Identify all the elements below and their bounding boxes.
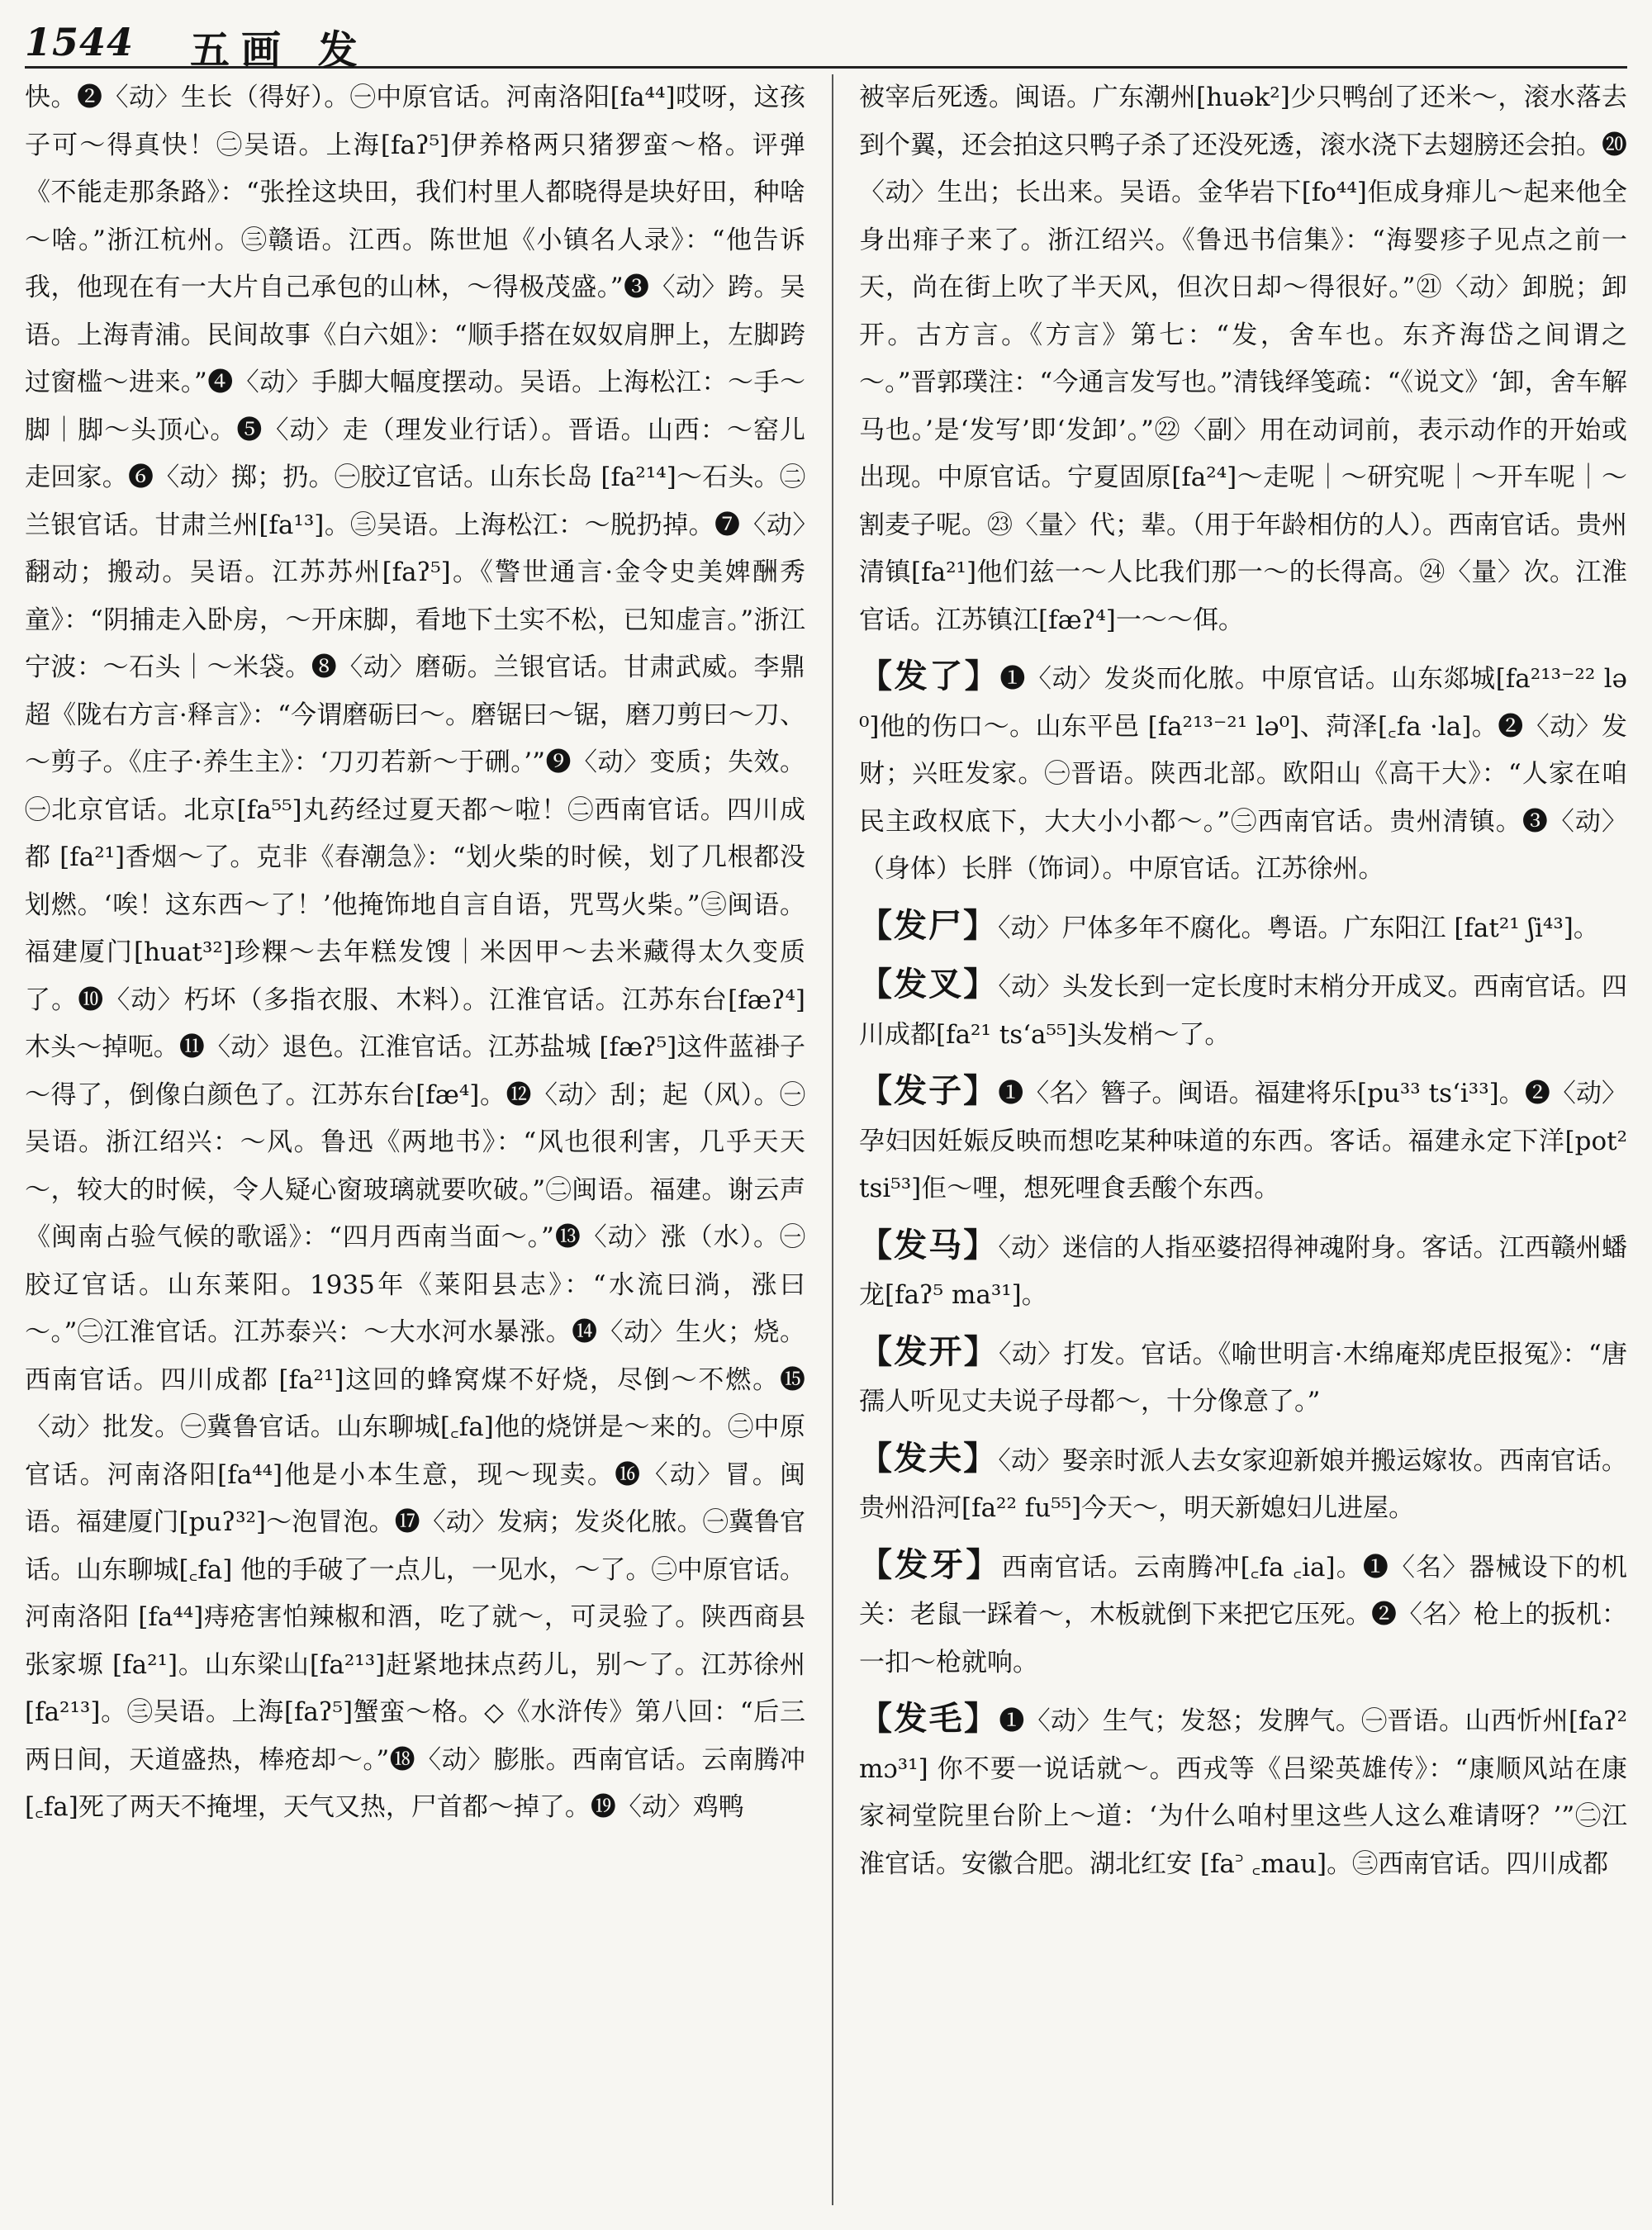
left-column-text: 快。❷〈动〉生长（得好）。㊀中原官话。河南洛阳[fa⁴⁴]哎呀，这孩子可～得真快！㊁吴语。上海[faʔ⁵]伊养格两只猪猡蛮～格。评弹《不能走那条路》：“张拴这块田，我们村里人都晓得是块好田，种啥～啥。”浙江杭州。㊂赣语。江西。陈世旭《小镇名人录》：“他告诉我，他现在有一大片自己承包的山林，～得极茂盛。”❸〈动〉跨。吴语。上海青浦。民间故事《白六姐》：“顺手搭在奴奴肩胛上，左脚跨过窗槛～进来。”❹〈动〉手脚大幅度摆动。吴语。上海松江：～手～脚｜脚～头顶心。❺〈动〉走（理发业行话）。晋语。山西：～窑儿走回家。❻〈动〉掷；扔。㊀胶辽官话。山东长岛 [fa²¹⁴]～石头。㊁兰银官话。甘肃兰州[fa¹³]。㊂吴语。上海松江：～脱扔掉。❼〈动〉翻动；搬动。吴语。江苏苏州[faʔ⁵]。《警世通言·金令史美婢酬秀童》：“阴捕走入卧房，～开床脚，看地下土实不松，已知虚言。”浙江宁波：～石头｜～米袋。❽〈动〉磨砺。兰银官话。甘肃武威。李鼎超《陇右方言·释言》：“今谓磨砺曰～。磨锯曰～锯，磨刀剪曰～刀、～剪子。《庄子·养生主》：‘刀刃若新～于硎。’”❾〈动〉变质；失效。㊀北京官话。北京[fa⁵⁵]丸药经过夏天都～啦！㊁西南官话。四川成都 [fa²¹]香烟～了。克非《春潮急》：“划火柴的时候，划了几根都没划燃。‘唉！这东西～了！’他掩饰地自言自语，咒骂火柴。”㊂闽语。福建厦门[huat³²]珍粿～去年糕发馊｜米因甲～去米藏得太久变质了。❿〈动〉朽坏（多指衣服、木料）。江淮官话。江苏东台[fæʔ⁴]木头～掉呃。⓫〈动〉退色。江淮官话。江苏盐城 [fæʔ⁵]这件蓝褂子～得了，倒像白颜色了。江苏东台[fæ⁴]。⓬〈动〉刮；起（风）。㊀吴语。浙江绍兴：～风。鲁迅《两地书》：“风也很利害，几乎天天～，较大的时候，令人疑心窗玻璃就要吹破。”㊁闽语。福建。谢云声《闽南占验气候的歌谣》：“四月西南当面～。”⓭〈动〉涨（水）。㊀胶辽官话。山东莱阳。1935年《莱阳县志》：“水流曰淌，涨曰～。”㊁江淮官话。江苏泰兴：～大水河水暴涨。⓮〈动〉生火；烧。西南官话。四川成都 [fa²¹]这回的蜂窝煤不好烧，尽倒～不燃。⓯〈动〉批发。㊀冀鲁官话。山东聊城[꜀fa]他的烧饼是～来的。㊁中原官话。河南洛阳[fa⁴⁴]他是小本生意，现～现卖。⓰〈动〉冒。闽语。福建厦门[puʔ³²]～泡冒泡。⓱〈动〉发病；发炎化脓。㊀冀鲁官话。山东聊城[꜀fa] 他的手破了一点儿，一见水，～了。㊁中原官话。河南洛阳 [fa⁴⁴]痔疮害怕辣椒和酒，吃了就～，可灵验了。陕西商县张家塬 [fa²¹]。山东梁山[fa²¹³]赶紧地抹点药儿，别～了。江苏徐州[fa²¹³]。㊂吴语。上海[faʔ⁵]蟹蛮～格。◇《水浒传》第八回：“后三两日间，天道盛热，棒疮却～。”⓲〈动〉膨胀。西南官话。云南腾冲 [꜀fa]死了两天不掩埋，天气又热，尸首都～掉了。⓳〈动〉鸡鸭 bbox=[25, 83, 805, 1822]
entry-body: ❶〈动〉生气；发怒；发脾气。㊀晋语。山西忻州[faʔ² mɔ³¹] 你不要一说话就～。西戎等《吕梁英雄传》：“康顺风站在康家祠堂院里台阶上～道：‘为什么咱村里这些人这么难请呀？’”㊁江淮官话。安徽合肥。湖北红安 [fa꜄ ꜀mau]。㊂西南官话。四川成都 bbox=[859, 1706, 1627, 1879]
entry-fale bbox=[859, 652, 1627, 894]
entry-body: ❶〈动〉发炎而化脓。中原官话。山东郯城[fa²¹³⁻²² lə⁰]他的伤口～。山东平邑 [fa²¹³⁻²¹ lə⁰]、菏泽[꜀fa ·la]。❷〈动〉发财；兴旺发家。㊀晋语。陕西北部。欧阳山《高干大》：“人家在咱民主政权底下，大大小小都～。”㊁西南官话。贵州清镇。❸〈动〉（身体）长胖（饰词）。中原官话。江苏徐州。 bbox=[859, 664, 1627, 884]
entry-body: 〈动〉头发长到一定长度时末梢分开成叉。西南官话。四川成都[fa²¹ tsʻa⁵⁵]头发梢～了。 bbox=[859, 972, 1627, 1050]
continued-entry-text: 被宰后死透。闽语。广东潮州[huək²]少只鸭刣了还米～，滚水落去到个翼，还会拍这只鸭子杀了还没死透，滚水浇下去翅膀还会拍。⓴〈动〉生出；长出来。吴语。金华岩下[fo⁴⁴]佢成身痱儿～起来他全身出痱子来了。浙江绍兴。《鲁迅书信集》：“海婴疹子见点之前一天，尚在街上吹了半天风，但次日却～得很好。”㉑〈动〉卸脱；卸开。古方言。《方言》第七：“发，舍车也。东齐海岱之间谓之～。”晋郭璞注：“今通言发写也。”清钱绎笺疏：“《说文》‘卸，舍车解马也。’是‘发写’即‘发卸’。”㉒〈副〉用在动词前，表示动作的开始或出现。中原官话。宁夏固原[fa²⁴]～走呢｜～研究呢｜～开车呢｜～割麦子呢。㉓〈量〉代；辈。（用于年龄相仿的人）。西南官话。贵州清镇[fa²¹]他们兹一～人比我们那一～的长得高。㉔〈量〉次。江淮官话。江苏镇江[fæʔ⁴]一～～佴。 bbox=[859, 83, 1627, 635]
entry-body: 〈动〉打发。官话。《喻世明言·木绵庵郑虎臣报冤》：“唐孺人听见丈夫说子母都～，十分像意了。” bbox=[859, 1339, 1627, 1416]
entry-fafu bbox=[859, 1435, 1627, 1533]
entry-headword: 【发牙】 bbox=[859, 1544, 1002, 1584]
entry-body: 西南官话。云南腾冲[꜀fa ꜀ia]。❶〈名〉器械设下的机关：老鼠一踩着～，木板就倒下来把它压死。❷〈名〉枪上的扳机：一扣～枪就响。 bbox=[859, 1552, 1627, 1677]
entry-body: 〈动〉迷信的人指巫婆招得神魂附身。客话。江西赣州蟠龙[faʔ⁵ ma³¹]。 bbox=[859, 1232, 1627, 1310]
entry-headword: 【发了】 bbox=[859, 657, 1000, 695]
entry-headword: 【发夫】 bbox=[859, 1438, 999, 1478]
page-number: 1544 bbox=[25, 20, 135, 64]
page-header bbox=[25, 15, 1627, 74]
column-divider bbox=[832, 74, 833, 2205]
right-column bbox=[859, 74, 1627, 2205]
entry-fama bbox=[859, 1222, 1627, 1320]
entry-faya bbox=[859, 1541, 1627, 1687]
entry-fashi bbox=[859, 902, 1627, 953]
entry-body: 〈动〉娶亲时派人去女家迎新娘并搬运嫁妆。西南官话。贵州沿河[fa²² fu⁵⁵]今天～，明天新媳妇儿进屋。 bbox=[859, 1445, 1627, 1523]
entry-body: ❶〈名〉簪子。闽语。福建将乐[pu³³ tsʻi³³]。❷〈动〉孕妇因妊娠反映而想吃某种味道的东西。客话。福建永定下洋[pot² tsi⁵³]佢～哩，想死哩食丢酸个东西。 bbox=[859, 1079, 1627, 1203]
entry-fakai bbox=[859, 1328, 1627, 1426]
running-title: 五画 发 bbox=[190, 27, 369, 74]
entry-famao bbox=[859, 1695, 1627, 1888]
entry-headword: 【发尸】 bbox=[859, 905, 998, 945]
left-column bbox=[25, 74, 805, 2205]
entry-headword: 【发马】 bbox=[859, 1225, 999, 1264]
entry-facha bbox=[859, 961, 1627, 1059]
entry-headword: 【发毛】 bbox=[859, 1699, 999, 1738]
entry-body: 〈动〉尸体多年不腐化。粤语。广东阳江 [fat²¹ ʃi⁴³]。 bbox=[998, 913, 1599, 943]
entry-headword: 【发叉】 bbox=[859, 965, 999, 1004]
entry-headword: 【发开】 bbox=[859, 1331, 999, 1371]
entry-headword: 【发子】 bbox=[859, 1071, 999, 1110]
entry-fazi bbox=[859, 1067, 1627, 1213]
